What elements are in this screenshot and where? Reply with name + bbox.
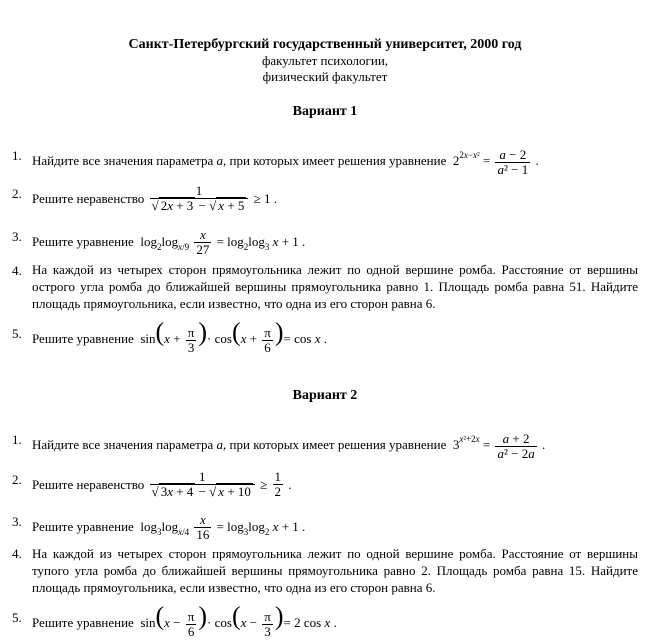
v1-problem-3-text: Решите уравнение	[32, 234, 134, 250]
v2-problem-3-formula: $\log_3\log_{x/4}$	[137, 519, 190, 538]
v2-problem-2-number: 2.	[12, 472, 22, 487]
v2-problem-3-number: 3.	[12, 514, 22, 529]
v2-problem-1-text-b: , при которых имеет решения уравнение	[223, 437, 447, 453]
variant-2-heading: Вариант 2	[292, 388, 358, 403]
v2-problem-2-formula: $\frac{1}{√ 3x + 4 - √ x + 10}$	[150, 470, 255, 499]
faculty-line-2: физический факультет	[262, 69, 388, 84]
v1-problem-3-formula: $\log_2\log_{x/9}$	[137, 234, 190, 253]
v2-problem-5: Решите уравнение sin(x − $\frac{\pi}{6}$ )· cos(x − $\frac{\pi}{3}$ )= 2 cos x .	[32, 601, 337, 639]
v2-problem-1-text: Найдите все значения параметра	[32, 437, 214, 453]
v2-problem-2-text: Решите неравенство	[32, 477, 145, 493]
v2-problem-4-number: 4.	[12, 546, 22, 561]
v1-problem-1-formula: $2^{2x-x^2}$ = $\frac{a - 2}{\text{a² − 1}}$ .	[449, 147, 539, 177]
v2-problem-3: Решите уравнение $\log_3\log_{x/4}$ $\frac{x}{16}$ = $\log_3\log_2$ x + 1 .	[32, 512, 306, 542]
v1-problem-4-number: 4.	[12, 263, 22, 278]
variant-1-heading: Вариант 1	[292, 104, 358, 119]
v1-problem-1-number: 1.	[12, 148, 22, 163]
page-title: Санкт-Петербургский государственный университет, 2000 год	[128, 37, 522, 52]
faculty-line-1: факультет психологии,	[261, 53, 389, 68]
v2-problem-5-text: Решите уравнение	[32, 615, 134, 631]
v1-problem-4-text: На каждой из четырех сторон прямоугольника лежит по одной вершине ромба. Расстояние от вершины острого угла ромба до ближайшей вершины прямоугольника равно 1. Площадь ромба равна 51. Найдите площадь прямоугольника, если известно, что одна из его сторон равна 6.	[32, 262, 638, 311]
v2-param-a: a	[216, 437, 224, 453]
v1-problem-2: Решите неравенство $\frac{1}{√ 2x + 3 - √ x + 5}$ ≥ 1 .	[32, 183, 278, 213]
v1-problem-2-text: Решите неравенство	[32, 191, 145, 207]
v1-problem-1-text: Найдите все значения параметра	[32, 153, 214, 169]
v1-problem-5-text: Решите уравнение	[32, 331, 134, 347]
v2-problem-1-number: 1.	[12, 432, 22, 447]
v1-problem-1	[32, 140, 539, 177]
v1-problem-5-number: 5.	[12, 326, 22, 341]
v1-param-a: a	[216, 153, 224, 169]
v2-problem-3-text: Решите уравнение	[32, 519, 134, 535]
v2-problem-2: Решите неравенство $\frac{1}{√ 3x + 4 - √ x + 10}$ ≥ $\frac{1}{2}$ .	[32, 469, 292, 499]
v1-problem-5: Решите уравнение sin(x + $\frac{\pi}{3}$ )· cos(x + $\frac{\pi}{6}$ )= cos x .	[32, 317, 327, 355]
v1-problem-3: Решите уравнение $\log_2\log_{x/9}$ $\frac{x}{27}$ = $\log_2\log_3$ x + 1 .	[32, 227, 306, 257]
v2-problem-5-number: 5.	[12, 610, 22, 625]
v1-problem-1-text-b: , при которых имеет решения уравнение	[223, 153, 447, 169]
v1-problem-2-formula: $\frac{1}{√ 2x + 3 - √ x + 5}$	[150, 184, 249, 213]
v1-problem-3-number: 3.	[12, 229, 22, 244]
v2-problem-1: Найдите все значения параметра a, при которых имеет решения уравнение $3^{x^2+2x}$ = $\frac{a + 2}{\text{a² − 2a}}$ .	[32, 431, 546, 461]
v1-problem-2-number: 2.	[12, 186, 22, 201]
v2-problem-4-text: На каждой из четырех сторон прямоугольника лежит по одной вершине ромба. Расстояние от вершины тупого угла ромба до ближайшей вершины прямоугольника равно 2. Площадь ромба равна 15. Найдите площадь прямоугольника, если известно, что одна из его сторон равна 6.	[32, 546, 638, 595]
